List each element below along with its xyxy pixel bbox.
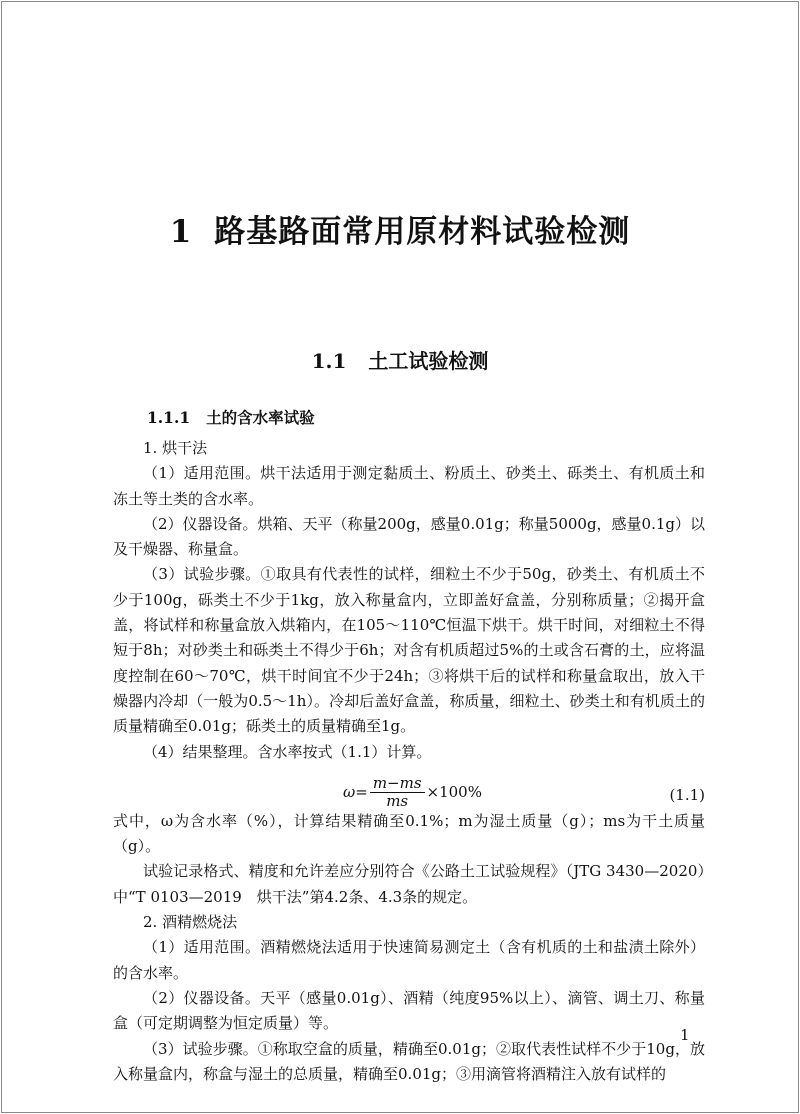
formula-row (113, 769, 705, 809)
subsection-title-text: 土的含水率试验 (206, 409, 315, 427)
chapter-title (0, 206, 800, 251)
chapter-number: 1 (169, 214, 193, 250)
section-title-text: 土工试验检测 (368, 349, 489, 373)
body-text (113, 436, 705, 1087)
formula-lhs: ω= (343, 782, 368, 801)
paragraph-alcohol-scope: （1）适用范围。酒精燃烧法适用于快速简易测定土（含有机质的土和盐渍土除外）的含水率。 (113, 938, 705, 982)
paragraph-procedure: （3）试验步骤。①取具有代表性的试样，细粒土不少于50g，砂类土、有机质土不少于100g，砾类土不少于1kg，放入称量盒内，立即盖好盒盖，分别称质量；②揭开盒盖，将试样和称量盒放入烘箱内，在105～110℃恒温下烘干。烘干时间，对细粒土不得短于8h；对砂类土和砾类土不得少于6h；对含有机质超过5%的土或含石膏的土，应将温度控制在60～70℃，烘干时间宜不少于24h；③将烘干后的试样和称量盒取出，放入干燥器内冷却（一般为0.5～1h）。冷却后盖好盒盖，称质量，细粒土、砂类土和有机质土的质量精确至0.01g；砾类土的质量精确至1g。 (113, 565, 705, 736)
formula-rhs: ×100% (426, 782, 482, 801)
chapter-title-text: 路基路面常用原材料试验检测 (214, 214, 631, 250)
method-heading-alcohol: 2. 酒精燃烧法 (143, 913, 238, 932)
paragraph-scope: （1）适用范围。烘干法适用于测定黏质土、粉质土、砂类土、砾类土、有机质土和冻土等土类的含水率。 (113, 464, 705, 508)
formula-denominator: ms (386, 791, 409, 810)
paragraph-formula-legend: 式中，ω为含水率（%），计算结果精确至0.1%；m为湿土质量（g）；ms为干土质量（g）。 (113, 811, 705, 856)
paragraph-equipment: （2）仪器设备。烘箱、天平（称量200g，感量0.01g；称量5000g，感量0.1g）以及干燥器、称量盒。 (113, 514, 706, 559)
paragraph-alcohol-equipment: （2）仪器设备。天平（感量0.01g）、酒精（纯度95%以上）、滴管、调土刀、称量盒（可定期调整为恒定质量）等。 (113, 988, 705, 1033)
subsection-title (147, 406, 315, 428)
paragraph-alcohol-procedure: （3）试验步骤。①称取空盒的质量，精确至0.01g；②取代表性试样不少于10g，放入称量盒内，称盒与湿土的总质量，精确至0.01g；③用滴管将酒精注入放有试样的 (113, 1039, 705, 1083)
formula-numerator: m−ms (370, 775, 425, 793)
formula-fraction (370, 775, 425, 810)
section-title (0, 345, 800, 374)
paragraph-result: （4）结果整理。含水率按式（1.1）计算。 (143, 742, 432, 761)
paragraph-standard-reference: 试验记录格式、精度和允许差应分别符合《公路土工试验规程》（JTG 3430—2020）中“T 0103—2019 烘干法”第4.2条、4.3条的规定。 (113, 862, 705, 906)
formula-number: (1.1) (669, 785, 705, 804)
method-heading-oven: 1. 烘干法 (143, 439, 208, 457)
subsection-number: 1.1.1 (147, 408, 191, 427)
page-number: 1 (680, 1026, 690, 1044)
moisture-formula (343, 775, 482, 810)
section-number: 1.1 (311, 349, 347, 373)
